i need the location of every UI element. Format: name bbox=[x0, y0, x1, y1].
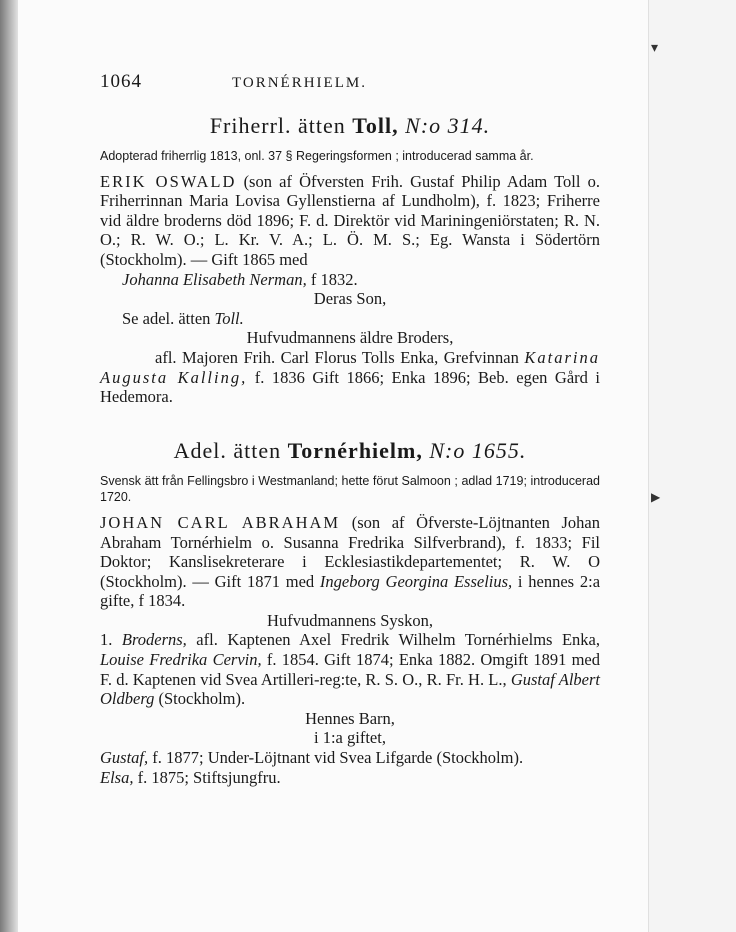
section-title bbox=[100, 112, 600, 138]
section-intro: Svensk ätt från Fellingsbro i Westmanland; hette förut Salmoon ; adlad 1719; introducerad 1720. bbox=[100, 473, 600, 504]
list-number: 1. bbox=[100, 630, 113, 650]
book-spine-shadow bbox=[0, 0, 18, 932]
entry-name: JOHAN CARL ABRAHAM bbox=[100, 512, 341, 532]
child-entry bbox=[100, 748, 600, 768]
section-tornerhielm bbox=[100, 437, 601, 787]
children-heading: Hennes Barn, bbox=[305, 708, 395, 728]
cross-reference-text: Se adel. ätten bbox=[122, 308, 215, 328]
entry-text: (son af Öfverste-Löjtnanten Johan Abraham Tornérhielm o. Susanna Fredrika Silfverbrand), f. 1833; Fil Doktor; Kanslisekreterare i Ecklesiastikdepartementet; R. W. O (Stockholm). — Gift 1871 med bbox=[100, 512, 600, 591]
marriage-heading: i 1:a giftet, bbox=[314, 728, 386, 748]
sibling-paragraph bbox=[100, 630, 600, 708]
section-title bbox=[100, 437, 600, 463]
section-spacer bbox=[100, 407, 600, 441]
entry-name: ERIK OSWALD bbox=[100, 171, 237, 191]
spouse-name: Ingeborg Georgina Esselius, bbox=[319, 571, 513, 591]
second-husband-name: Gustaf Albert Oldberg bbox=[100, 669, 601, 709]
widow-text-rest: f. 1836 Gift 1866; Enka 1896; Beb. egen Gård i Hedemora. bbox=[100, 367, 600, 407]
brothers-heading: Hufvudmannens äldre Broders, bbox=[246, 328, 454, 348]
margin-arrow-mark: ▶ bbox=[651, 490, 661, 504]
title-prefix: Adel. ätten bbox=[173, 437, 282, 463]
siblings-heading: Hufvudmannens Syskon, bbox=[267, 610, 433, 630]
entry-text: (son af Öfversten Frih. Gustaf Philip Adam Toll o. Friherrinnan Maria Lovisa Gyllenstierna af Lundholm), f. 1823; Friherre vid äldre broderns död 1896; F. d. Direktör vid Mariningeniörstaten; R. N. O.; R. W. O.; L. Kr. V. A.; L. Ö. M. S.; Eg. Wansta i Södertörn (Stockholm). — Gift 1865 med bbox=[100, 171, 600, 270]
page-number: 1064 bbox=[100, 71, 142, 92]
widow-text: afl. Majoren Frih. Carl Florus Tolls Enka, Grefvinnan bbox=[155, 348, 525, 368]
title-family-name: Toll, bbox=[352, 112, 399, 138]
cross-reference bbox=[100, 309, 600, 329]
entry-paragraph bbox=[100, 513, 600, 611]
page-content bbox=[100, 72, 600, 787]
title-prefix: Friherrl. ätten bbox=[209, 112, 346, 138]
sibling-text-end: (Stockholm). bbox=[154, 689, 246, 709]
section-intro: Adopterad friherrlig 1813, onl. 37 § Regeringsformen ; introducerad samma år. bbox=[100, 148, 534, 163]
entry-text-rest: i hennes 2:a gifte, f 1834. bbox=[100, 571, 601, 611]
child-name: Elsa, bbox=[100, 767, 134, 787]
sibling-widow-name: Louise Fredrika Cervin, bbox=[100, 650, 262, 670]
widow-name: Katarina Augusta Kalling, bbox=[100, 348, 600, 387]
margin-tick-mark: ▾ bbox=[651, 40, 659, 56]
entry-paragraph bbox=[100, 172, 600, 290]
child-text: f. 1875; Stiftsjungfru. bbox=[133, 767, 281, 787]
sibling-text: afl. Kaptenen Axel Fredrik Wilhelm Tornérhielms Enka, bbox=[186, 630, 600, 650]
children-heading: Deras Son, bbox=[313, 289, 387, 309]
title-number: N:o 1655. bbox=[429, 437, 527, 463]
section-toll bbox=[100, 112, 600, 407]
spouse-born: f 1832. bbox=[306, 269, 358, 289]
facing-page-edge bbox=[648, 0, 736, 932]
child-entry bbox=[100, 768, 600, 788]
sibling-text-rest: f. 1854. Gift 1874; Enka 1882. Omgift 1891 med F. d. Kaptenen vid Svea Artilleri-reg:te, R. S. O., R. Fr. H. L., bbox=[100, 650, 600, 689]
spouse-name: Johanna Elisabeth Nerman, bbox=[122, 269, 307, 289]
child-text: f. 1877; Under-Löjtnant vid Svea Lifgarde (Stockholm). bbox=[148, 748, 524, 768]
title-family-name: Tornérhielm, bbox=[287, 437, 423, 463]
child-name: Gustaf, bbox=[100, 748, 149, 768]
cross-reference-name: Toll. bbox=[214, 308, 244, 328]
title-number: N:o 314. bbox=[405, 112, 491, 138]
sibling-label: Broderns, bbox=[121, 630, 187, 650]
page-header bbox=[100, 72, 600, 94]
running-head: TORNÉRHIELM. bbox=[232, 75, 367, 91]
widow-paragraph bbox=[100, 348, 600, 407]
